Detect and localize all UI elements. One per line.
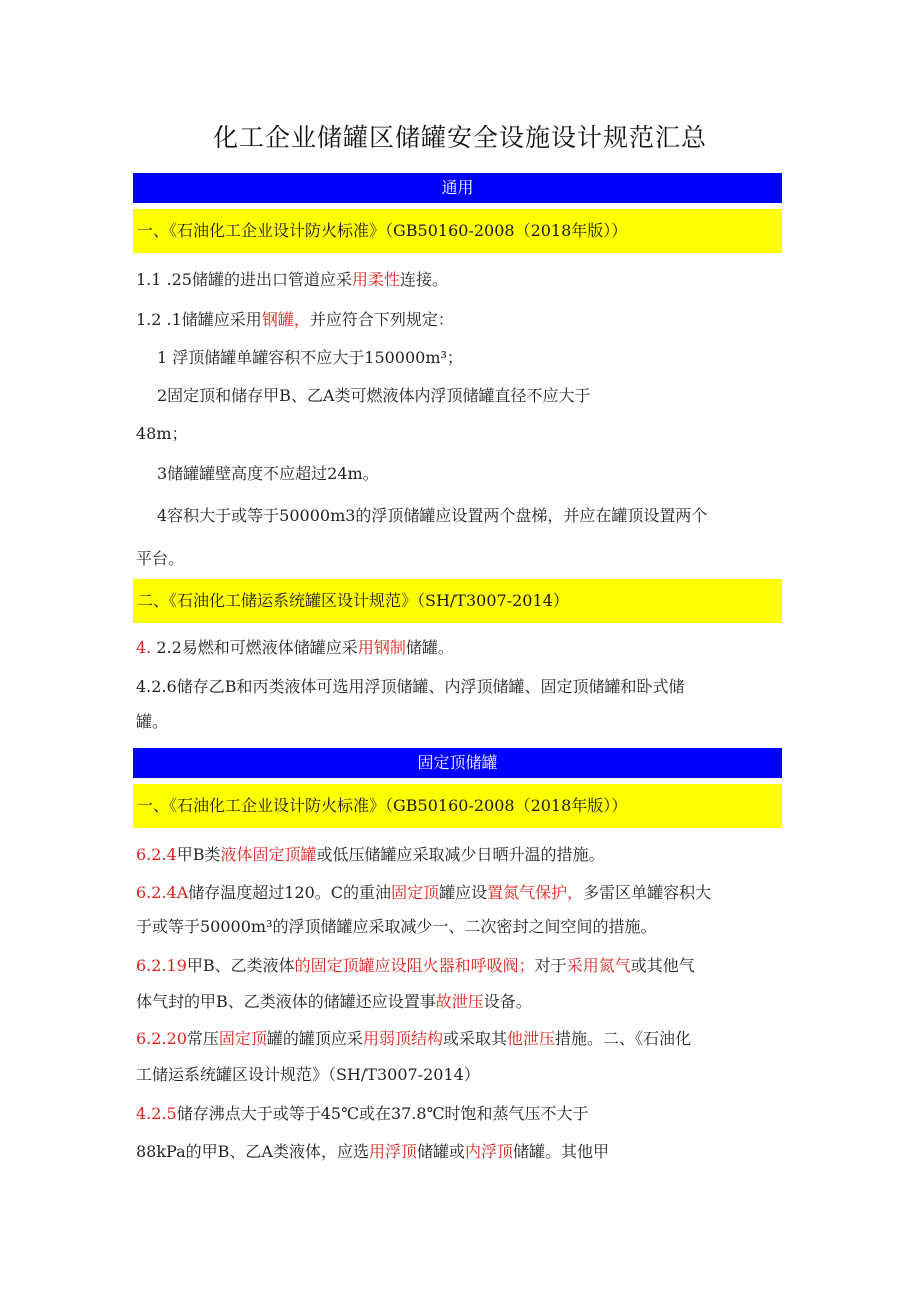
standard-title-sh3007: 二、《石油化工储运系统罐区设计规范》（SH/T3007-2014） xyxy=(133,579,782,623)
section-header-general: 通用 xyxy=(133,173,782,203)
clause-item-4: 4容积大于或等于50000m3的浮顶储罐应设置两个盘梯，并应在罐顶设置两个 xyxy=(157,506,708,525)
standard-title-gb50160-fixed: 一、《石油化工企业设计防火标准》（GB50160-2008（2018年版）） xyxy=(133,784,782,828)
clause-4-2-6-cont: 罐。 xyxy=(136,712,169,731)
clause-6-2-19-cont: 体气封的甲B、乙类液体的储罐还应设置事故泄压设备。 xyxy=(136,992,532,1011)
clause-4-2-2: 4. 2.2易燃和可燃液体储罐应采用钢制储罐。 xyxy=(136,638,454,657)
clause-4-2-6: 4.2.6储存乙B和丙类液体可选用浮顶储罐、内浮顶储罐、固定顶储罐和卧式储 xyxy=(136,677,685,696)
clause-6-2-20: 6.2.20常压固定顶罐的罐顶应采用弱顶结构或采取其他泄压措施。二、《石油化 xyxy=(136,1029,692,1048)
standard-title-gb50160: 一、《石油化工企业设计防火标准》（GB50160-2008（2018年版）） xyxy=(133,209,782,253)
clause-4-2-5-cont: 88kPa的甲B、乙A类液体，应选用浮顶储罐或内浮顶储罐。其他甲 xyxy=(136,1142,610,1161)
clause-6-2-4a-cont: 于或等于50000m³的浮顶储罐应采取减少一、二次密封之间空间的措施。 xyxy=(136,917,657,936)
clause-6-2-19: 6.2.19甲B、乙类液体的固定顶罐应设阻火器和呼吸阀；对于采用氮气或其他气 xyxy=(136,956,695,975)
document-title: 化工企业储罐区储罐安全设施设计规范汇总 xyxy=(212,123,707,152)
section-header-fixed-roof: 固定顶储罐 xyxy=(133,748,782,778)
clause-item-2: 2固定顶和储存甲B、乙A类可燃液体内浮顶储罐直径不应大于 xyxy=(157,386,591,405)
clause-item-3: 3储罐罐壁高度不应超过24m。 xyxy=(157,464,379,483)
clause-item-2-cont: 48m； xyxy=(136,424,188,443)
clause-item-1: 1 浮顶储罐单罐容积不应大于150000m³； xyxy=(157,348,463,367)
clause-1-1: 1.1 .25储罐的进出口管道应采用柔性连接。 xyxy=(136,270,449,289)
clause-6-2-20-cont: 工储运系统罐区设计规范》（SH/T3007-2014） xyxy=(136,1065,480,1084)
clause-6-2-4a: 6.2.4A储存温度超过120。C的重油固定顶罐应设置氮气保护，多雷区单罐容积大 xyxy=(136,883,712,902)
clause-1-2: 1.2 .1储罐应采用钢罐，并应符合下列规定： xyxy=(136,310,454,329)
clause-6-2-4: 6.2.4甲B类液体固定顶罐或低压储罐应采取减少日晒升温的措施。 xyxy=(136,845,605,864)
clause-4-2-5: 4.2.5储存沸点大于或等于45℃或在37.8℃时饱和蒸气压不大于 xyxy=(136,1104,589,1123)
clause-item-4-cont: 平台。 xyxy=(136,549,185,568)
